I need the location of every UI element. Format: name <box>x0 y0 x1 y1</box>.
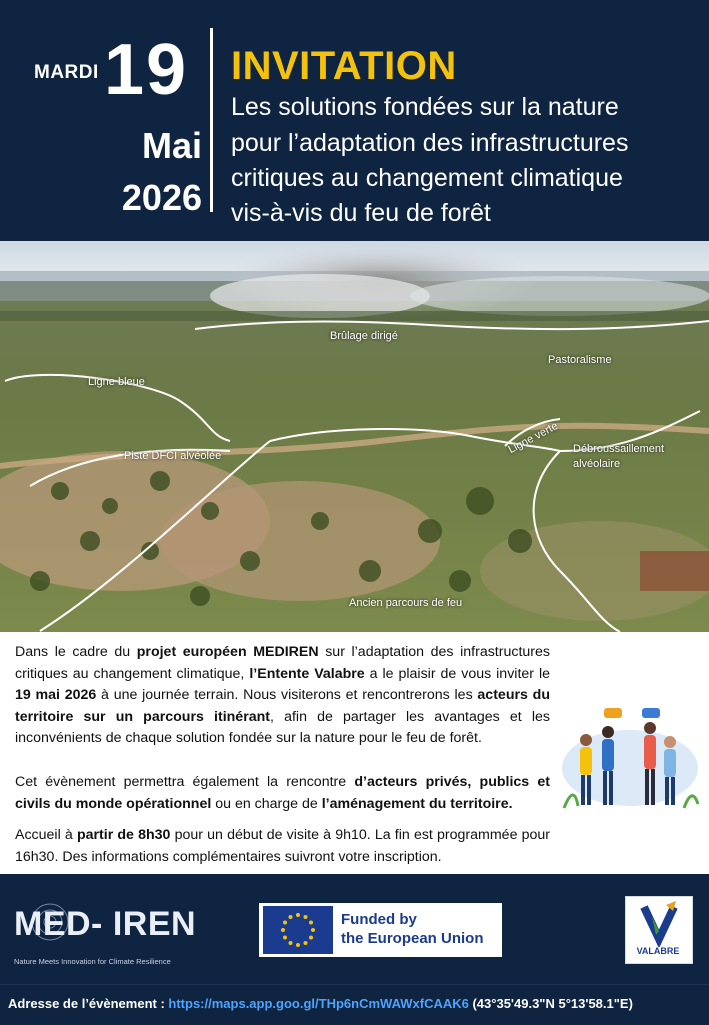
bold-span: projet européen MEDIREN <box>136 644 319 660</box>
date-year: 2026 <box>121 177 202 218</box>
date-day: 19 <box>104 30 189 110</box>
text-span: Accueil à <box>15 827 77 843</box>
title-line-3: critiques au changement climatique <box>231 164 623 192</box>
address-coordinates: (43°35'49.3"N 5°13'58.1"E) <box>468 996 633 1011</box>
bold-span: l’aménagement du territoire. <box>321 795 513 812</box>
photo-label-debroussaillement-1: Débroussaillement <box>573 443 665 455</box>
text-span: ou en charge de <box>211 795 322 812</box>
aerial-photo <box>0 241 709 632</box>
mediren-tagline: Nature Meets Innovation for Climate Resilience <box>14 957 171 966</box>
text-span: a le plaisir de vous inviter le <box>364 665 550 682</box>
photo-label-debroussaillement-2: alvéolaire <box>573 458 621 470</box>
paragraph-event <box>15 772 550 815</box>
text-span: , afin de partager les avantages et les inconvénients de chaque solution fondée sur la nature pour le feu de forêt. <box>15 708 551 746</box>
date-weekday: MARDI <box>34 62 99 83</box>
eu-flag-icon <box>263 906 333 954</box>
photo-label-ancien-parcours: Ancien parcours de feu <box>349 597 463 609</box>
people-illustration <box>560 708 700 818</box>
photo-label-brulage: Brûlage dirigé <box>330 330 398 342</box>
bold-span: 19 mai 2026 <box>15 687 97 703</box>
header-divider <box>210 28 213 212</box>
photo-label-ligne-verte: Ligne verte <box>506 419 561 457</box>
paragraph-schedule <box>15 825 550 868</box>
invitation-label: INVITATION <box>231 44 457 88</box>
date-month: Mai <box>141 125 202 166</box>
bold-span: d’acteurs privés, publics et civils du monde opérationnel <box>15 774 551 812</box>
valabre-v-icon <box>626 897 692 947</box>
eu-text-line-2: the European Union <box>341 930 484 947</box>
paragraph-intro <box>15 642 550 750</box>
address-label: Adresse de l’évènement : <box>8 996 169 1011</box>
valabre-logo-text: VALABRE <box>636 946 680 956</box>
title-line-2: pour l’adaptation des infrastructures <box>231 129 629 157</box>
text-span: à une journée terrain. Nous visiterons et rencontrerons les <box>96 687 478 703</box>
text-span: Cet évènement permettra également la rencontre <box>15 774 355 790</box>
bold-span: l’Entente Valabre <box>249 665 365 682</box>
bold-span: partir de 8h30 <box>76 827 171 843</box>
address-link[interactable]: https://maps.app.goo.gl/THp6nCmWAWxfCAAK6 <box>168 996 469 1011</box>
aerial-photo-illustration <box>0 241 709 632</box>
title-line-1: Les solutions fondées sur la nature <box>231 93 619 121</box>
photo-label-ligne-bleue: Ligne bleue <box>88 376 145 388</box>
text-span: sur l’adaptation des infrastructures critiques au changement climatique, <box>15 644 550 682</box>
text-span: pour un début de visite à 9h10. La fin est programmée pour 16h30. Des informations complémentaires suivront votre inscription. <box>15 827 551 865</box>
photo-label-piste: Piste DFCI alvéolée <box>124 450 222 462</box>
text-span: Dans le cadre du <box>15 644 137 660</box>
title-line-4: vis-à-vis du feu de forêt <box>231 199 491 227</box>
mediren-logo-text: MED- IREN <box>14 905 197 943</box>
photo-label-pastoralisme: Pastoralisme <box>548 354 612 366</box>
bold-span: acteurs du territoire sur un parcours itinérant <box>15 687 550 725</box>
event-address <box>8 996 633 1011</box>
eu-text-line-1: Funded by <box>341 911 417 928</box>
